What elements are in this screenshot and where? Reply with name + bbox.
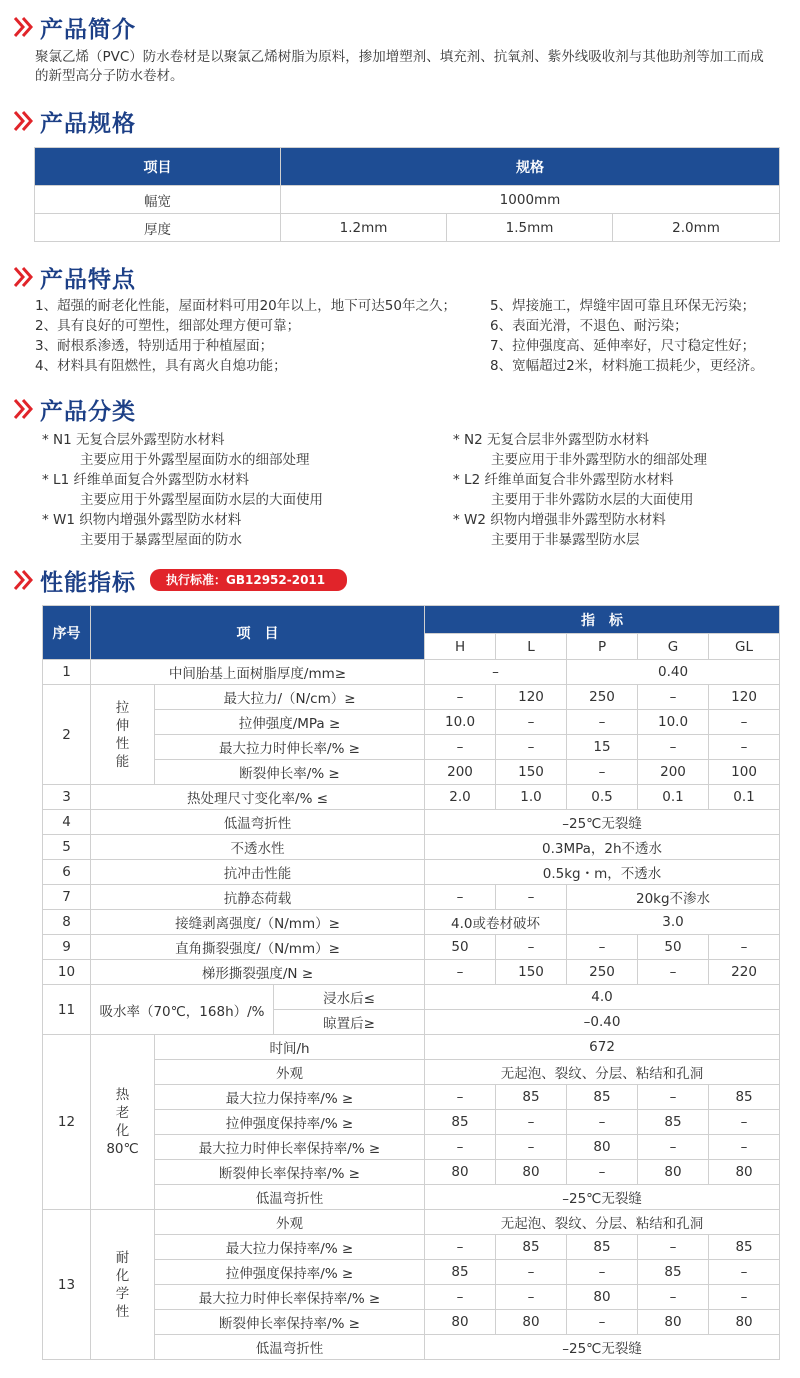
row-item: 低温弯折性	[155, 1185, 425, 1210]
features-header	[12, 262, 136, 292]
type-g: G	[638, 634, 709, 660]
cell: –	[425, 735, 496, 760]
group-char: 老	[115, 1105, 130, 1121]
spec-col-item: 项目	[35, 148, 281, 186]
row-item: 热处理尺寸变化率/% ≤	[91, 785, 425, 810]
group-char: 能	[115, 753, 130, 770]
cell: 0.5	[567, 785, 638, 810]
group-char: 热	[115, 1087, 130, 1103]
cell: 80	[638, 1310, 709, 1335]
cell: –	[496, 1110, 567, 1135]
row-item: 中间胎基上面树脂厚度/mm≥	[91, 660, 425, 685]
cell: 150	[496, 960, 567, 985]
cell: –	[425, 1235, 496, 1260]
row-value: 20kg不渗水	[567, 885, 780, 910]
cell: 80	[496, 1310, 567, 1335]
spec-col-spec: 规格	[281, 148, 780, 186]
cell: –	[638, 960, 709, 985]
feature-item: 7、拉伸强度高、延伸率好，尺寸稳定性好；	[490, 338, 756, 354]
group-char: 拉	[115, 699, 130, 716]
cell: 80	[567, 1285, 638, 1310]
perf-header	[12, 565, 347, 595]
cell: –	[425, 1135, 496, 1160]
table-row	[43, 835, 780, 860]
cell: –	[638, 1135, 709, 1160]
cell: 80	[425, 1310, 496, 1335]
cell: –	[425, 885, 496, 910]
class-use: 主要应用于外露型屋面防水的细部处理	[80, 452, 310, 468]
row-item: 最大拉力/（N/cm）≥	[155, 685, 425, 710]
row-item: 拉伸强度保持率/% ≥	[155, 1110, 425, 1135]
cell: 120	[709, 685, 780, 710]
row-no: 12	[43, 1035, 91, 1210]
cell: –	[709, 735, 780, 760]
table-row	[43, 860, 780, 885]
group-label	[91, 685, 155, 785]
row-no: 2	[43, 685, 91, 785]
class-name: * N1 无复合层外露型防水材料	[42, 432, 225, 448]
row-item: 抗冲击性能	[91, 860, 425, 885]
row-item: 最大拉力时伸长率保持率/% ≥	[155, 1135, 425, 1160]
row-item: 最大拉力保持率/% ≥	[155, 1085, 425, 1110]
cell: 2.0	[425, 785, 496, 810]
cell: 85	[496, 1085, 567, 1110]
row-item: 低温弯折性	[91, 810, 425, 835]
cell: –	[425, 685, 496, 710]
table-row	[43, 785, 780, 810]
cell: –	[496, 710, 567, 735]
class-use: 主要用于暴露型屋面的防水	[80, 532, 242, 548]
row-item: 最大拉力时伸长率保持率/% ≥	[155, 1285, 425, 1310]
spec-title: 产品规格	[40, 110, 136, 137]
group-char: 伸	[115, 717, 130, 734]
cell: 85	[638, 1110, 709, 1135]
cell: –	[709, 710, 780, 735]
double-chevron-icon	[12, 15, 34, 39]
table-row	[43, 935, 780, 960]
feature-item: 4、材料具有阻燃性，具有离火自熄功能；	[35, 358, 287, 374]
row-value: –	[425, 660, 567, 685]
cell: –	[425, 1285, 496, 1310]
row-item: 最大拉力保持率/% ≥	[155, 1235, 425, 1260]
feature-list-right	[490, 296, 764, 376]
cell: 80	[425, 1160, 496, 1185]
cell: 250	[567, 960, 638, 985]
row-value: 无起泡、裂纹、分层、粘结和孔洞	[425, 1060, 780, 1085]
row-no: 5	[43, 835, 91, 860]
double-chevron-icon	[12, 568, 34, 592]
cell: 150	[496, 760, 567, 785]
col-item: 项 目	[91, 606, 425, 660]
row-no: 11	[43, 985, 91, 1035]
row-no: 9	[43, 935, 91, 960]
cell: 80	[638, 1160, 709, 1185]
width-label: 幅宽	[35, 186, 281, 214]
cell: –	[709, 935, 780, 960]
thickness-value: 2.0mm	[613, 214, 780, 242]
cell: –	[638, 1235, 709, 1260]
row-value: 672	[425, 1035, 780, 1060]
perf-title: 性能指标	[40, 569, 136, 596]
cell: –	[567, 935, 638, 960]
cell: –	[567, 1310, 638, 1335]
cell: –	[496, 1285, 567, 1310]
perf-table	[42, 605, 780, 1360]
row-item: 外观	[155, 1210, 425, 1235]
group-char: 化	[115, 1123, 130, 1139]
row-no: 3	[43, 785, 91, 810]
type-l: L	[496, 634, 567, 660]
cell: 85	[425, 1260, 496, 1285]
class-name: * L1 纤维单面复合外露型防水材料	[42, 472, 249, 488]
cell: 10.0	[425, 710, 496, 735]
row-item: 接缝剥离强度/（N/mm）≥	[91, 910, 425, 935]
cell: –	[709, 1135, 780, 1160]
spec-table	[34, 147, 780, 242]
double-chevron-icon	[12, 265, 34, 289]
feature-item: 8、宽幅超过2米，材料施工损耗少，更经济。	[490, 358, 764, 374]
cell: 220	[709, 960, 780, 985]
cell: –	[567, 1110, 638, 1135]
cell: 80	[567, 1135, 638, 1160]
table-row	[43, 1035, 780, 1060]
class-name: * W1 织物内增强外露型防水材料	[42, 512, 242, 528]
thickness-value: 1.2mm	[281, 214, 447, 242]
classes-header	[12, 394, 136, 424]
width-value: 1000mm	[281, 186, 780, 214]
class-name: * L2 纤维单面复合非外露型防水材料	[453, 472, 674, 488]
group-label	[91, 1035, 155, 1210]
cell: 85	[709, 1235, 780, 1260]
class-name: * N2 无复合层非外露型防水材料	[453, 432, 650, 448]
row-item: 断裂伸长率保持率/% ≥	[155, 1310, 425, 1335]
feature-item: 5、焊接施工，焊缝牢固可靠且环保无污染；	[490, 298, 756, 314]
col-no: 序号	[43, 606, 91, 660]
cell: 120	[496, 685, 567, 710]
row-item: 最大拉力时伸长率/% ≥	[155, 735, 425, 760]
cell: –	[567, 760, 638, 785]
thickness-label: 厚度	[35, 214, 281, 242]
cell: 10.0	[638, 710, 709, 735]
cell: 85	[567, 1235, 638, 1260]
cell: 0.1	[638, 785, 709, 810]
cell: –	[496, 735, 567, 760]
row-no: 1	[43, 660, 91, 685]
class-name: * W2 织物内增强非外露型防水材料	[453, 512, 666, 528]
cell: 200	[425, 760, 496, 785]
cell: 85	[709, 1085, 780, 1110]
row-item: 直角撕裂强度/（N/mm）≥	[91, 935, 425, 960]
class-list-right	[453, 430, 707, 550]
group-char: 性	[115, 1303, 130, 1320]
double-chevron-icon	[12, 109, 34, 133]
table-row	[43, 810, 780, 835]
group-char: 化	[115, 1267, 130, 1284]
cell: –	[709, 1260, 780, 1285]
feature-item: 1、超强的耐老化性能，屋面材料可用20年以上，地下可达50年之久；	[35, 298, 456, 314]
cell: 250	[567, 685, 638, 710]
row-item: 低温弯折性	[155, 1335, 425, 1360]
cell: –	[567, 710, 638, 735]
cell: –	[638, 1085, 709, 1110]
cell: 85	[425, 1110, 496, 1135]
type-h: H	[425, 634, 496, 660]
table-row	[43, 685, 780, 710]
intro-text: 聚氯乙烯（PVC）防水卷材是以聚氯乙烯树脂为原料，掺加增塑剂、填充剂、抗氧剂、紫外线吸收剂与其他助剂等加工而成的新型高分子防水卷材。	[35, 49, 764, 84]
class-use: 主要用于非暴露型防水层	[491, 532, 640, 548]
row-item: 吸水率（70℃，168h）/%	[91, 985, 274, 1035]
row-value: –25℃无裂缝	[425, 1185, 780, 1210]
feature-item: 2、具有良好的可塑性，细部处理方便可靠；	[35, 318, 301, 334]
row-item: 断裂伸长率保持率/% ≥	[155, 1160, 425, 1185]
cell: 200	[638, 760, 709, 785]
row-value: 0.40	[567, 660, 780, 685]
row-no: 4	[43, 810, 91, 835]
row-value: –25℃无裂缝	[425, 810, 780, 835]
cell: 50	[638, 935, 709, 960]
class-use: 主要应用于外露型屋面防水层的大面使用	[80, 492, 323, 508]
row-item: 拉伸强度保持率/% ≥	[155, 1260, 425, 1285]
row-item: 时间/h	[155, 1035, 425, 1060]
cell: 1.0	[496, 785, 567, 810]
table-row	[43, 985, 780, 1010]
row-value: 4.0	[425, 985, 780, 1010]
row-no: 6	[43, 860, 91, 885]
row-item: 断裂伸长率/% ≥	[155, 760, 425, 785]
table-row	[43, 660, 780, 685]
row-value: 0.5kg・m，不透水	[425, 860, 780, 885]
row-item: 拉伸强度/MPa ≥	[155, 710, 425, 735]
cell: 15	[567, 735, 638, 760]
cell: –	[709, 1110, 780, 1135]
row-value: 3.0	[567, 910, 780, 935]
cell: 0.1	[709, 785, 780, 810]
group-char: 耐	[115, 1249, 130, 1266]
double-chevron-icon	[12, 397, 34, 421]
table-row	[43, 910, 780, 935]
class-list-left	[42, 430, 323, 550]
cell: –	[425, 1085, 496, 1110]
cell: –	[496, 1135, 567, 1160]
standard-badge: 执行标准：GB12952-2011	[150, 569, 347, 591]
type-gl: GL	[709, 634, 780, 660]
intro-title: 产品简介	[40, 16, 136, 43]
spec-header	[12, 106, 136, 136]
cell: 85	[638, 1260, 709, 1285]
class-use: 主要应用于非外露型防水的细部处理	[491, 452, 707, 468]
cell: 50	[425, 935, 496, 960]
table-row	[43, 885, 780, 910]
row-value: –25℃无裂缝	[425, 1335, 780, 1360]
class-use: 主要用于非外露防水层的大面使用	[491, 492, 694, 508]
cell: –	[567, 1160, 638, 1185]
cell: 80	[496, 1160, 567, 1185]
cell: –	[496, 1260, 567, 1285]
row-value: 4.0或卷材破坏	[425, 910, 567, 935]
cell: 80	[709, 1310, 780, 1335]
group-label	[91, 1210, 155, 1360]
table-row	[43, 960, 780, 985]
cell: –	[638, 735, 709, 760]
thickness-value: 1.5mm	[447, 214, 613, 242]
cell: 85	[567, 1085, 638, 1110]
col-index: 指 标	[425, 606, 780, 634]
classes-title: 产品分类	[40, 398, 136, 425]
row-item: 梯形撕裂强度/N ≥	[91, 960, 425, 985]
cell: 100	[709, 760, 780, 785]
row-no: 10	[43, 960, 91, 985]
cell: –	[709, 1285, 780, 1310]
row-value: 0.3MPa，2h不透水	[425, 835, 780, 860]
row-value: 无起泡、裂纹、分层、粘结和孔洞	[425, 1210, 780, 1235]
table-row	[43, 1210, 780, 1235]
row-item: 外观	[155, 1060, 425, 1085]
cell: –	[638, 685, 709, 710]
cell: –	[496, 885, 567, 910]
row-subitem: 晾置后≥	[274, 1010, 425, 1035]
row-item: 抗静态荷载	[91, 885, 425, 910]
feature-item: 6、表面光滑，不退色、耐污染；	[490, 318, 688, 334]
row-no: 7	[43, 885, 91, 910]
cell: –	[496, 935, 567, 960]
feature-item: 3、耐根系渗透，特别适用于种植屋面；	[35, 338, 274, 354]
row-subitem: 浸水后≤	[274, 985, 425, 1010]
cell: –	[425, 960, 496, 985]
group-char: 性	[115, 735, 130, 752]
cell: –	[638, 1285, 709, 1310]
cell: –	[567, 1260, 638, 1285]
intro-header	[12, 12, 136, 42]
feature-list-left	[35, 296, 456, 376]
cell: 85	[496, 1235, 567, 1260]
cell: 80	[709, 1160, 780, 1185]
group-char: 学	[115, 1285, 130, 1302]
row-no: 8	[43, 910, 91, 935]
row-item: 不透水性	[91, 835, 425, 860]
group-temp: 80℃	[106, 1141, 139, 1157]
row-no: 13	[43, 1210, 91, 1360]
row-value: –0.40	[425, 1010, 780, 1035]
features-title: 产品特点	[40, 266, 136, 293]
type-p: P	[567, 634, 638, 660]
